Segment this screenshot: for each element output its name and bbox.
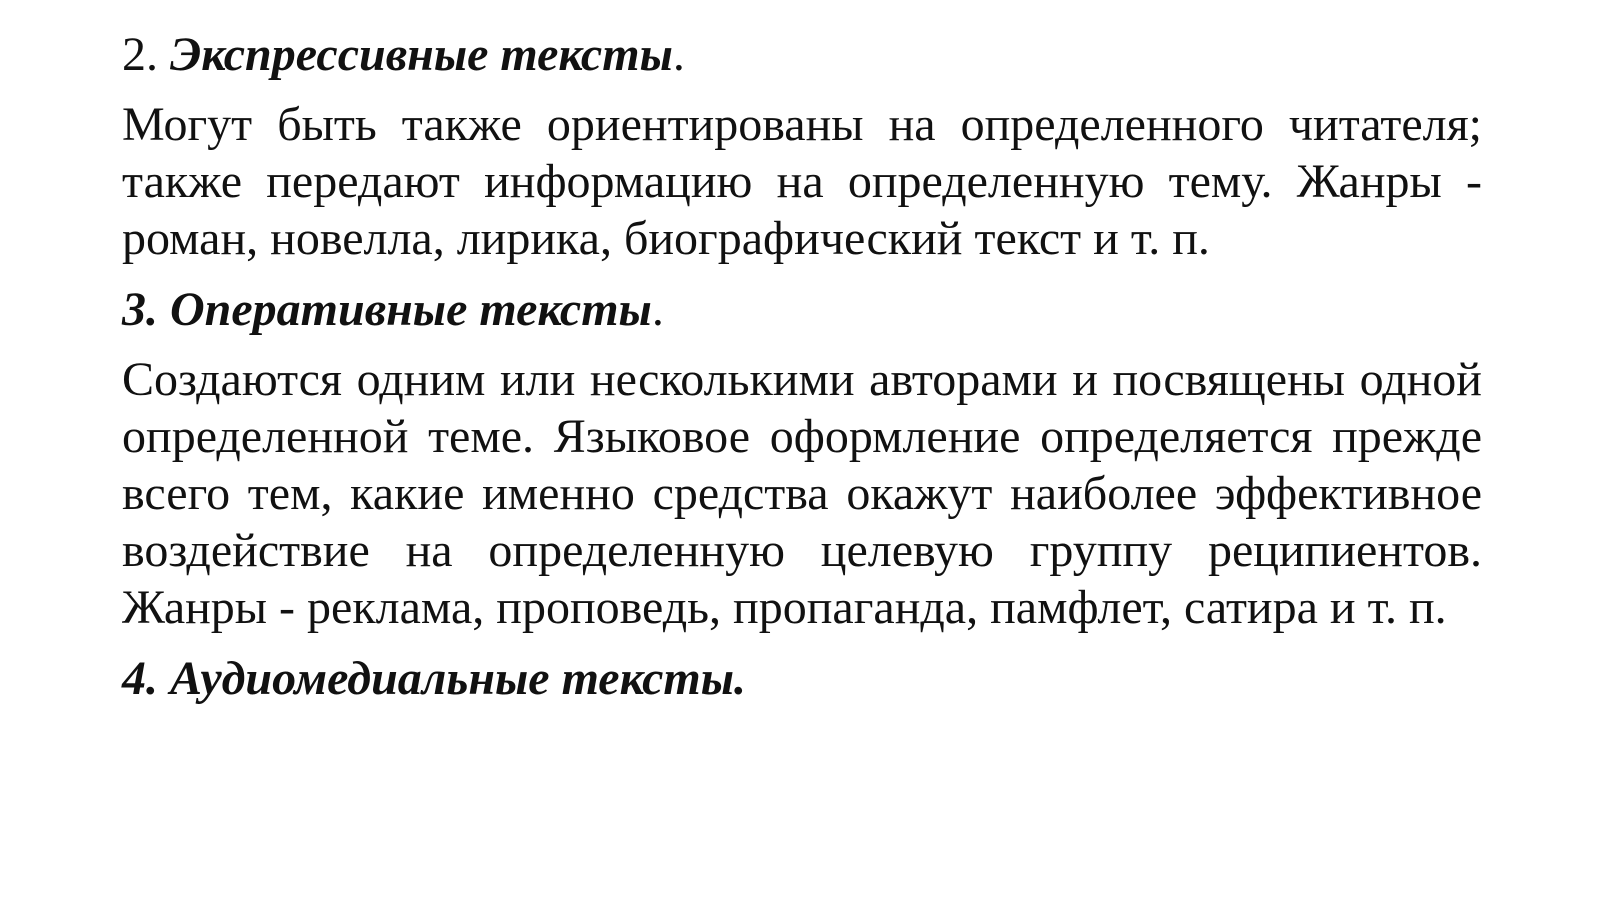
section-heading-audiomedial (122, 650, 1482, 708)
heading-period: . (651, 283, 664, 336)
section-heading-operative (122, 281, 1482, 339)
heading-title: Экспрессивные тексты (170, 28, 673, 81)
heading-period: . (672, 28, 685, 81)
slide-content (122, 26, 1482, 720)
section-body-operative: Создаются одним или несколькими авторами и посвящены одной определенной теме. Языковое оформление определяется прежде всего тем, какие именно средства окажут наиболее эффективное воздействие на определенную целевую группу реципиентов. Жанры - реклама, проповедь, пропаганда, памфлет, сатира и т. п. (122, 353, 1482, 634)
heading-title: 3. Оперативные тексты (122, 283, 652, 336)
section-body-expressive: Могут быть также ориентированы на определенного читателя; также передают информацию на определенную тему. Жанры - роман, новелла, лирика, биографический текст и т. п. (122, 98, 1482, 265)
section-heading-expressive (122, 26, 1482, 84)
heading-number: 2. (122, 28, 170, 81)
heading-title: 4. Аудиомедиальные тексты. (122, 652, 747, 705)
